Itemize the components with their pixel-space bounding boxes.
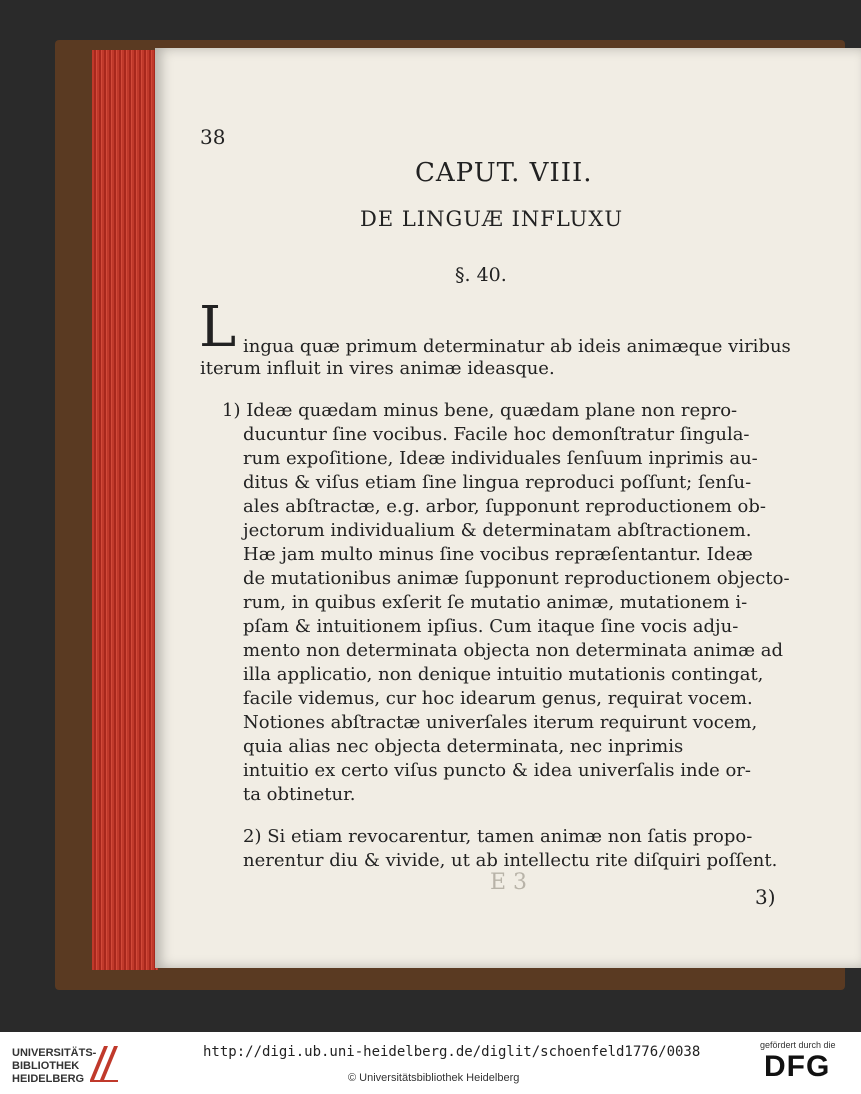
text-line: nerentur diu & vivide, ut ab intellectu rite diſquiri poſſent. xyxy=(243,850,778,871)
text-line: jectorum individualium & determinatam abſtractionem. xyxy=(243,520,752,541)
text-line: pſam & intuitionem ipſius. Cum itaque ſine vocis adju- xyxy=(243,616,739,637)
permalink-url[interactable]: http://digi.ub.uni-heidelberg.de/diglit/schoenfeld1776/0038 xyxy=(203,1044,701,1060)
signature-mark: E 3 xyxy=(490,870,528,895)
text-line: intuitio ex certo viſus puncto & idea univerſalis inde or- xyxy=(243,760,751,781)
text-line: ducuntur ſine vocibus. Facile hoc demonſtratur ſingula- xyxy=(243,424,750,445)
library-logo-icon xyxy=(86,1040,120,1084)
text-line: Notiones abſtractæ univerſales iterum requirunt vocem, xyxy=(243,712,758,733)
text-line: Hæ jam multo minus ſine vocibus repræſentantur. Ideæ xyxy=(243,544,753,565)
text-line: ditus & viſus etiam ſine lingua reproduci poſſunt; ſenſu- xyxy=(243,472,752,493)
text-line: mento non determinata objecta non determinata animæ ad xyxy=(243,640,783,661)
text-line: 1) Ideæ quædam minus bene, quædam plane non repro- xyxy=(222,400,738,421)
chapter-subtitle: DE LINGUÆ INFLUXU xyxy=(360,207,624,231)
text-line: quia alias nec objecta determinata, nec inprimis xyxy=(243,736,684,757)
library-logo-text: UNIVERSITÄTS- BIBLIOTHEK HEIDELBERG xyxy=(12,1047,97,1085)
text-line: de mutationibus animæ ſupponunt reproductionem objecto- xyxy=(243,568,790,589)
text-line: 2) Si etiam revocarentur, tamen animæ non ſatis propo- xyxy=(243,826,753,847)
funding-label: gefördert durch die xyxy=(760,1040,836,1050)
chapter-heading: CAPUT. VIII. xyxy=(415,158,593,188)
dfg-logo: DFG xyxy=(764,1050,831,1083)
text-line: ales abſtractæ, e.g. arbor, ſupponunt reproductionem ob- xyxy=(243,496,766,517)
text-line: iterum influit in vires animæ ideasque. xyxy=(200,358,555,379)
text-line: rum expoſitione, Ideæ individuales ſenſuum inprimis au- xyxy=(243,448,758,469)
page-edges-red xyxy=(92,50,158,970)
text-line: ingua quæ primum determinatur ab ideis animæque viribus xyxy=(243,336,791,357)
text-line: facile videmus, cur hoc idearum genus, requirat vocem. xyxy=(243,688,753,709)
section-mark: §. 40. xyxy=(455,264,507,286)
copyright-notice: © Universitätsbibliothek Heidelberg xyxy=(348,1072,520,1084)
text-line: ta obtinetur. xyxy=(243,784,356,805)
catchword: 3) xyxy=(755,885,776,909)
drop-cap: L xyxy=(199,295,237,360)
text-line: illa applicatio, non denique intuitio mutationis contingat, xyxy=(243,664,764,685)
viewer-footer xyxy=(0,1032,861,1094)
page-number: 38 xyxy=(200,125,226,149)
text-line: rum, in quibus exſerit ſe mutatio animæ, mutationem i- xyxy=(243,592,748,613)
